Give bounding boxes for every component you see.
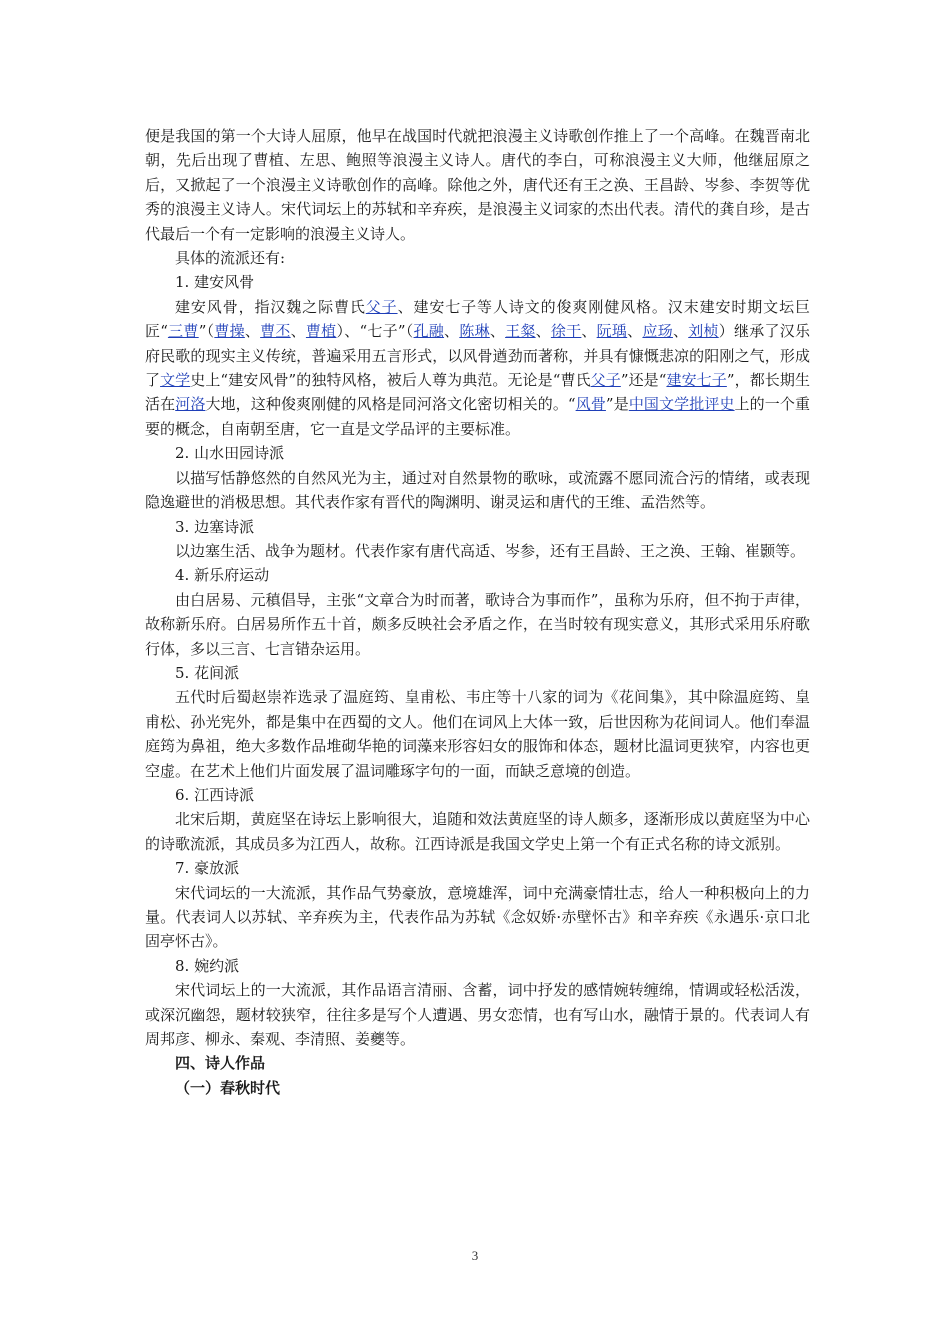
section-title-haofang: 7. 豪放派 bbox=[175, 859, 240, 878]
heading-poet-works: 四、诗人作品 bbox=[175, 1054, 266, 1073]
separator: 、 bbox=[489, 322, 506, 341]
text-segment: 上的一个重要的概念，自南朝至唐，它一直是文学品评的主要标准。 bbox=[145, 395, 810, 438]
subheading-chunqiu: （一）春秋时代 bbox=[175, 1078, 281, 1097]
separator: 、 bbox=[244, 322, 261, 341]
text-segment: ）继承了汉乐府民歌的现实主义传统，普遍采用五言形式，以风骨遒劲而著称，并具有慷慨悲凉的阳刚之气，形成了 bbox=[145, 322, 810, 390]
text-segment: 、建安七子等人诗文的俊爽刚健风格。汉末建安时期文坛巨匠“ bbox=[145, 297, 810, 341]
link-chenlin[interactable]: 陈琳 bbox=[459, 322, 490, 341]
page-number: 3 bbox=[471, 1248, 479, 1263]
text-segment: ”是 bbox=[605, 395, 629, 414]
section-body-jianan bbox=[145, 295, 810, 441]
section-title-wanyue: 8. 婉约派 bbox=[175, 956, 240, 975]
link-wangcan[interactable]: 王粲 bbox=[505, 322, 536, 341]
link-ruanyu[interactable]: 阮瑀 bbox=[596, 322, 628, 341]
link-xugan[interactable]: 徐干 bbox=[550, 322, 582, 341]
separator: 、 bbox=[290, 322, 306, 341]
link-fuzi[interactable]: 父子 bbox=[365, 297, 398, 316]
section-title-jiangxi: 6. 江西诗派 bbox=[175, 785, 255, 804]
text-segment: ”还是“ bbox=[620, 371, 667, 390]
link-piping-shi[interactable]: 中国文学批评史 bbox=[628, 395, 735, 414]
section-body-shanshui: 以描写恬静悠然的自然风光为主，通过对自然景物的歌咏，或流露不愿同流合污的情绪，或表现隐逸避世的消极思想。其代表作家有晋代的陶渊明、谢灵运和唐代的王维、孟浩然等。 bbox=[145, 468, 810, 512]
link-yingyang[interactable]: 应玚 bbox=[642, 322, 673, 341]
separator: 、 bbox=[535, 322, 551, 341]
separator: 、 bbox=[672, 322, 689, 341]
link-caopi[interactable]: 曹丕 bbox=[260, 322, 291, 341]
section-body-biansai: 以边塞生活、战争为题材。代表作家有唐代高适、岑参，还有王昌龄、王之涣、王翰、崔颢等。 bbox=[175, 541, 806, 560]
section-body-xinyuefu: 由白居易、元稹倡导，主张“文章合为时而著，歌诗合为事而作”，虽称为乐府，但不拘于声律，故称新乐府。白居易所作五十首，颇多反映社会矛盾之作，在当时较有现实意义，其形式采用乐府歌行体，多以三言、七言错杂运用。 bbox=[145, 590, 810, 658]
link-fuzi-2[interactable]: 父子 bbox=[590, 371, 621, 390]
text-segment: 史上“建安风骨”的独特风格，被后人尊为典范。无论是“曹氏 bbox=[190, 371, 591, 390]
link-wenxue[interactable]: 文学 bbox=[160, 371, 191, 390]
link-caocao[interactable]: 曹操 bbox=[214, 322, 245, 341]
text-segment: 大地，这种俊爽刚健的风格是同河洛文化密切相关的。“ bbox=[205, 395, 576, 414]
link-kongrong[interactable]: 孔融 bbox=[413, 322, 445, 341]
link-heluo[interactable]: 河洛 bbox=[175, 395, 206, 414]
section-body-wanyue: 宋代词坛上的一大流派，其作品语言清丽、含蓄，词中抒发的感情婉转缠绵，情调或轻松活泼，或深沉幽怨，题材较狭窄，往往多是写个人遭遇、男女恋情，也有写山水，融情于景的。代表词人有周邦彦、柳永、秦观、李清照、姜夔等。 bbox=[145, 981, 810, 1049]
section-body-huajian: 五代时后蜀赵崇祚选录了温庭筠、皇甫松、韦庄等十八家的词为《花间集》，其中除温庭筠、皇甫松、孙光宪外，都是集中在西蜀的文人。他们在词风上大体一致，后世因称为花间词人。他们奉温庭筠为鼻祖，绝大多数作品堆砌华艳的词藻来形容妇女的服饰和体态，题材比温词更狭窄，内容也更空虚。在艺术上他们片面发展了温词雕琢字句的一面，而缺乏意境的创造。 bbox=[145, 688, 810, 780]
separator: 、 bbox=[581, 322, 597, 341]
text-segment: ）、“七子”（ bbox=[336, 322, 414, 341]
link-fenggu[interactable]: 风骨 bbox=[575, 395, 606, 414]
section-title-biansai: 3. 边塞诗派 bbox=[175, 517, 255, 536]
link-liuzhen[interactable]: 刘桢 bbox=[688, 322, 719, 341]
schools-intro: 具体的流派还有: bbox=[175, 249, 286, 268]
text-segment: ”，都长期生活在 bbox=[145, 371, 810, 414]
separator: 、 bbox=[627, 322, 643, 341]
section-body-jiangxi: 北宋后期，黄庭坚在诗坛上影响很大，追随和效法黄庭坚的诗人颇多，逐渐形成以黄庭坚为中心的诗歌流派，其成员多为江西人，故称。江西诗派是我国文学史上第一个有正式名称的诗文派别。 bbox=[145, 810, 810, 853]
separator: 、 bbox=[444, 322, 460, 341]
section-title-shanshui: 2. 山水田园诗派 bbox=[175, 444, 285, 463]
link-caozhi[interactable]: 曹植 bbox=[305, 322, 337, 341]
section-body-haofang: 宋代词坛的一大流派，其作品气势豪放，意境雄浑，词中充满豪情壮志，给人一种积极向上的力量。代表词人以苏轼、辛弃疾为主，代表作品为苏轼《念奴娇·赤壁怀古》和辛弃疾《永遇乐·京口北固亭怀古》。 bbox=[145, 883, 810, 951]
section-title-huajian: 5. 花间派 bbox=[175, 663, 240, 682]
link-jianan-qizi[interactable]: 建安七子 bbox=[666, 371, 727, 390]
page-content bbox=[145, 124, 810, 1100]
section-title-jianan: 1. 建安风骨 bbox=[175, 273, 255, 292]
intro-paragraph: 便是我国的第一个大诗人屈原，他早在战国时代就把浪漫主义诗歌创作推上了一个高峰。在魏晋南北朝，先后出现了曹植、左思、鲍照等浪漫主义诗人。唐代的李白，可称浪漫主义大师，他继屈原之后，又掀起了一个浪漫主义诗歌创作的高峰。除他之外，唐代还有王之涣、王昌龄、岑参、李贺等优秀的浪漫主义诗人。宋代词坛上的苏轼和辛弃疾，是浪漫主义词家的杰出代表。清代的龚自珍，是古代最后一个有一定影响的浪漫主义诗人。 bbox=[145, 127, 810, 243]
section-title-xinyuefu: 4. 新乐府运动 bbox=[175, 566, 270, 585]
text-segment: 建安风骨，指汉魏之际曹氏 bbox=[175, 297, 366, 316]
text-segment: ”（ bbox=[198, 322, 215, 341]
link-sancao[interactable]: 三曹 bbox=[167, 322, 199, 341]
